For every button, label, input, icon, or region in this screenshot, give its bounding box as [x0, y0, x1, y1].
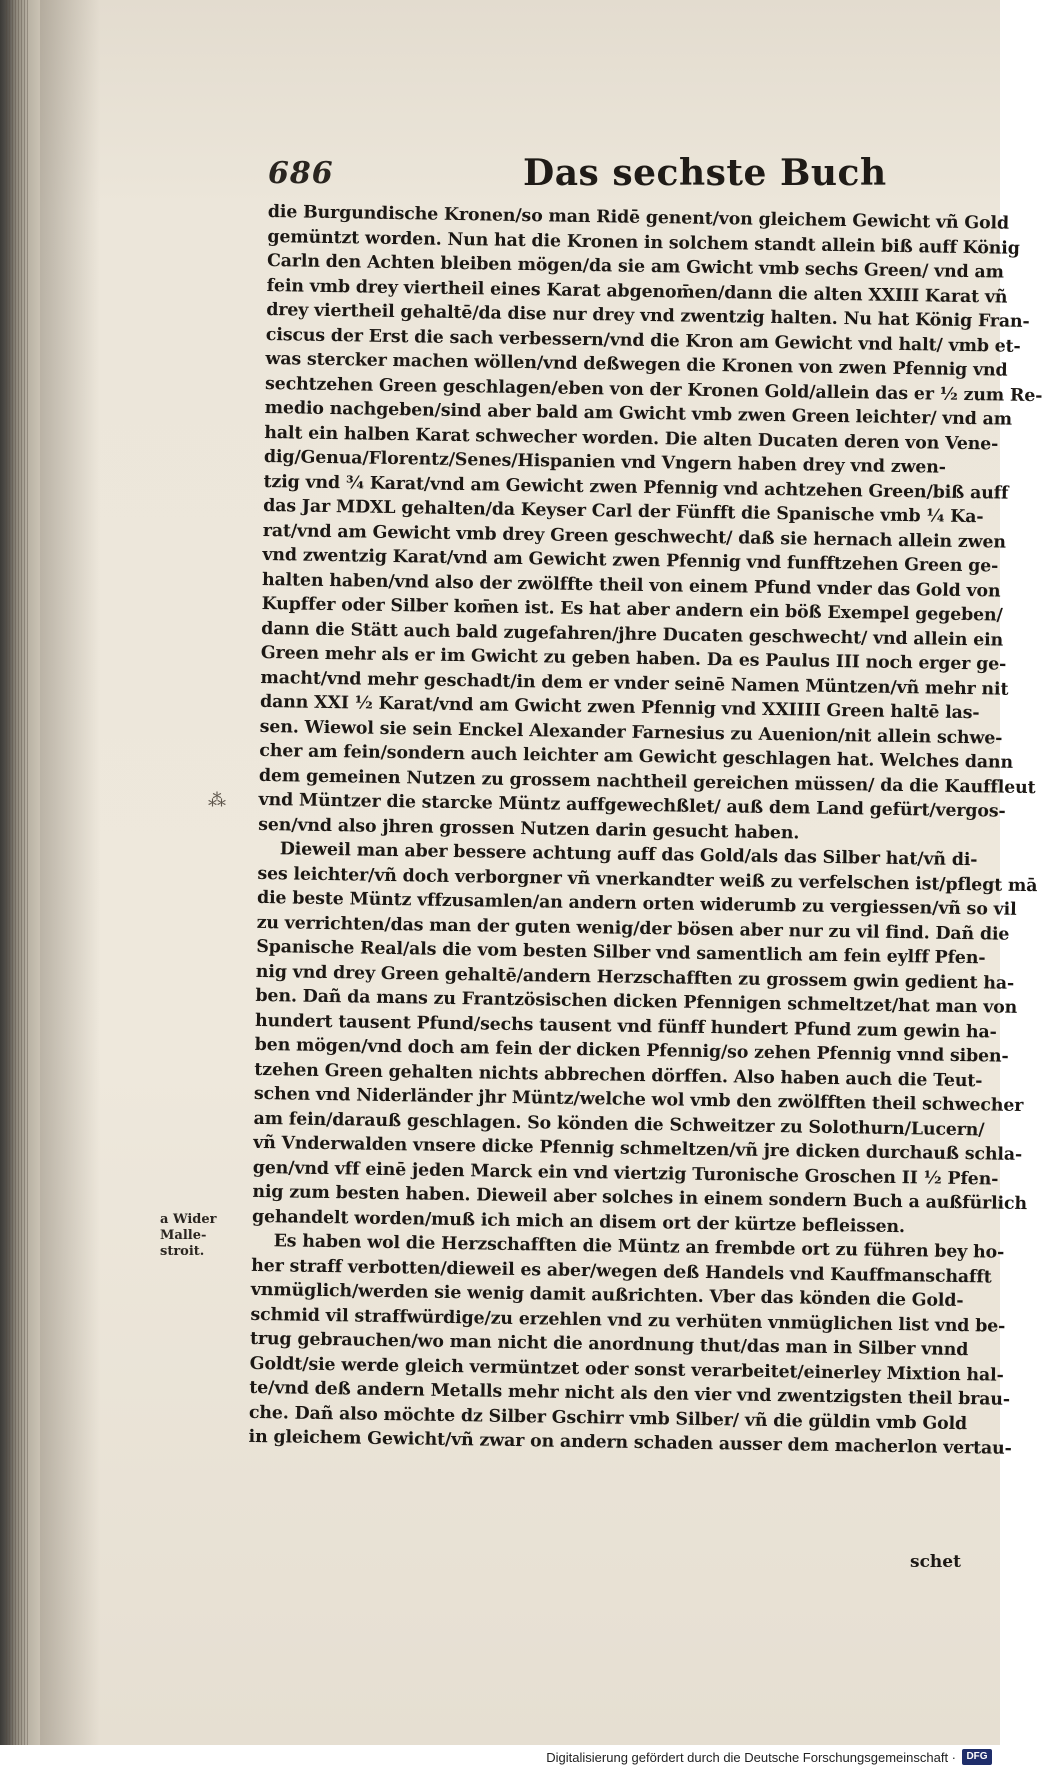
- text-line: Es haben wol die Herzschafften die Müntz an frembde ort zu führen bey ho-: [273, 1231, 1005, 1263]
- text-line: vnmüglich/werden sie wenig damit außrichten. Vber das könden die Gold-: [250, 1279, 964, 1312]
- running-title: Das sechste Buch: [523, 152, 887, 194]
- text-line: vñ Vnderwalden vnsere dicke Pfennig schmeltzen/vñ jre dicken durchauß schla-: [253, 1132, 1023, 1165]
- text-line: sen/vnd also jhren grossen Nutzen darin gesucht haben.: [258, 814, 800, 843]
- text-line: che. Dañ also möchte dz Silber Gschirr vmb Silber/ vñ die güldin vmb Gold: [248, 1402, 968, 1434]
- body-text: [248, 200, 1043, 1460]
- text-line: vnd Müntzer die starcke Müntz auffgewechßlet/ auß dem Land gefürt/vergos-: [258, 789, 1006, 822]
- text-line: dann XXI ½ Karat/vnd am Gwicht zwen Pfennig vnd XXIIII Green haltē las-: [259, 691, 980, 724]
- text-line: dann die Stätt auch bald zugefahren/jhre Ducaten geschwecht/ vnd allein ein: [261, 618, 1004, 651]
- gutter-shadow: [40, 0, 100, 1745]
- text-line: am fein/darauß geschlagen. So könden die Schweitzer zu Solothurn/Lucern/: [253, 1108, 985, 1140]
- text-line: dig/Genua/Florentz/Senes/Hispanien vnd Vngern haben drey vnd zwen-: [263, 446, 946, 478]
- text-line: ben. Dañ da mans zu Frantzösischen dicken Pfennigen schmeltzet/hat man von: [255, 985, 1018, 1018]
- text-line: gemüntzt worden. Nun hat die Kronen in solchem standt allein biß auff König: [267, 226, 1020, 259]
- text-line: zu verrichten/das man der guten wenig/der bösen aber nur zu vil find. Dañ die: [256, 912, 1010, 945]
- text-line: Dieweil man aber bessere achtung auff das Gold/als das Silber hat/vñ di-: [279, 839, 978, 871]
- text-line: cher am fein/sondern auch leichter am Gewicht geschlagen hat. Welches dann: [259, 740, 1014, 773]
- funding-credit: Digitalisierung gefördert durch die Deutsche Forschungsgemeinschaft ·: [546, 1750, 956, 1765]
- text-line: halten haben/vnd also der zwölffte theil von einem Pfund vnder das Gold von: [261, 569, 1001, 602]
- text-line: medio nachgeben/sind aber bald am Gwicht vmb zwen Green leichter/ vnd am: [264, 397, 1013, 430]
- text-line: dem gemeinen Nutzen zu grossem nachtheil gereichen müssen/ da die Kauffleut: [258, 765, 1036, 798]
- text-line: gen/vnd vff einē jeden Marck ein vnd viertzig Turonische Groschen II ½ Pfen-: [252, 1157, 999, 1190]
- text-line: das Jar MDXL gehalten/da Keyser Carl der Fünfft die Spanische vmb ¼ Ka-: [263, 495, 984, 528]
- paragraph-2: [251, 837, 1038, 1240]
- text-line: die beste Müntz vffzusamlen/an andern orten widerumb zu vergiessen/vñ so vil: [256, 887, 1017, 920]
- text-line: fein vmb drey viertheil eines Karat abgenom̄en/dann die alten XXIII Karat vñ: [266, 275, 1008, 308]
- text-line: sechtzehen Green geschlagen/eben von der Kronen Gold/allein das er ½ zum Re-: [264, 373, 1043, 406]
- text-line: te/vnd deß andern Metalls mehr nicht als den vier vnd zwentzigsten theil brau-: [249, 1377, 1011, 1410]
- text-line: schmid vil straffwürdige/zu erzehlen vnd zu verhüten vnmüglichen list vnd be-: [250, 1304, 1006, 1337]
- footer-bar: [0, 1745, 1000, 1771]
- page-stack: [6, 0, 30, 1745]
- text-line: Carln den Achten bleiben mögen/da sie am Gwicht vmb sechs Green/ vnd am: [266, 250, 1005, 283]
- paragraph-1: [258, 200, 1043, 848]
- page-header: [268, 152, 968, 208]
- text-line: tzehen Green gehalten nichts abbrechen dörffen. Also haben auch die Teut-: [254, 1059, 983, 1091]
- text-line: nig zum besten haben. Dieweil aber solches in einem sondern Buch a außfürlich: [252, 1181, 1028, 1215]
- text-line: halt ein halben Karat schwecher worden. Die alten Ducaten deren von Vene-: [264, 422, 999, 454]
- dfg-logo: DFG: [962, 1749, 992, 1765]
- text-line: in gleichem Gewicht/vñ zwar on andern schaden ausser dem macherlon vertau-: [248, 1426, 1012, 1459]
- paragraph-3: [248, 1229, 1012, 1460]
- ornament-icon: ⁂: [208, 790, 226, 811]
- catchword: schet: [910, 1552, 961, 1572]
- text-line: Spanische Real/als die vom besten Silber vnd samentlich am fein eylff Pfen-: [256, 936, 986, 969]
- text-line: Goldt/sie werde gleich vermüntzet oder sonst verarbeitet/einerley Mixtion hal-: [249, 1353, 1004, 1386]
- text-line: drey viertheil gehaltē/da dise nur drey vnd zwentzig halten. Nu hat König Fran-: [266, 299, 1030, 332]
- text-line: ciscus der Erst die sach verbessern/vnd die Kron am Gewicht vnd halt/ vmb et-: [265, 324, 1021, 357]
- text-line: tzig vnd ¾ Karat/vnd am Gewicht zwen Pfennig vnd achtzehen Green/biß auff: [263, 471, 1009, 504]
- text-line: trug gebrauchen/wo man nicht die anordnung thut/das man in Silber vnnd: [249, 1328, 969, 1361]
- text-line: was stercker machen wöllen/vnd deßwegen die Kronen von zwen Pfennig vnd: [265, 348, 1008, 381]
- marginal-note-line: a Wider Malle-: [160, 1212, 217, 1243]
- text-line: sen. Wiewol sie sein Enckel Alexander Farnesius zu Auenion/nit allein schwe-: [259, 716, 1003, 749]
- text-line: her straff verbotten/dieweil es aber/wegen deß Handels vnd Kauffmanschafft: [251, 1255, 992, 1287]
- page-number: 686: [268, 156, 334, 191]
- text-line: die Burgundische Kronen/so man Ridē genent/von gleichem Gewicht vñ Gold: [267, 201, 1010, 234]
- text-line: Kupffer oder Silber kom̄en ist. Es hat aber andern ein böß Exempel gegeben/: [261, 593, 1003, 626]
- text-line: hundert tausent Pfund/sechs tausent vnd fünff hundert Pfund zum gewin ha-: [254, 1010, 997, 1043]
- text-line: schen vnd Niderländer jhr Müntz/welche wol vmb den zwölfften theil schwecher: [253, 1083, 1024, 1116]
- text-line: macht/vnd mehr geschadt/in dem er vnder seinē Namen Müntzen/vñ mehr nit: [260, 667, 1009, 700]
- text-line: Green mehr als er im Gwicht zu geben haben. Da es Paulus III noch erger ge-: [260, 642, 1007, 675]
- text-line: gehandelt worden/muß ich mich an disem ort der kürtze befleissen.: [251, 1206, 906, 1237]
- marginal-note-line: stroit.: [160, 1244, 205, 1259]
- text-line: nig vnd drey Green gehaltē/andern Herzschafften zu grossem gwin gedient ha-: [255, 961, 1015, 994]
- text-line: ben mögen/vnd doch am fein der dicken Pfennig/so zehen Pfennig vnnd siben-: [254, 1034, 1009, 1067]
- text-line: vnd zwentzig Karat/vnd am Gewicht zwen Pfennig vnd funfftzehen Green ge-: [262, 544, 999, 577]
- text-line: ses leichter/vñ doch verborgner vñ vnerkandter weiß zu verfelschen ist/pflegt mā: [257, 863, 1038, 896]
- marginal-note: [160, 1212, 250, 1260]
- text-line: rat/vnd am Gewicht vmb drey Green geschwecht/ daß sie hernach allein zwen: [262, 520, 1006, 553]
